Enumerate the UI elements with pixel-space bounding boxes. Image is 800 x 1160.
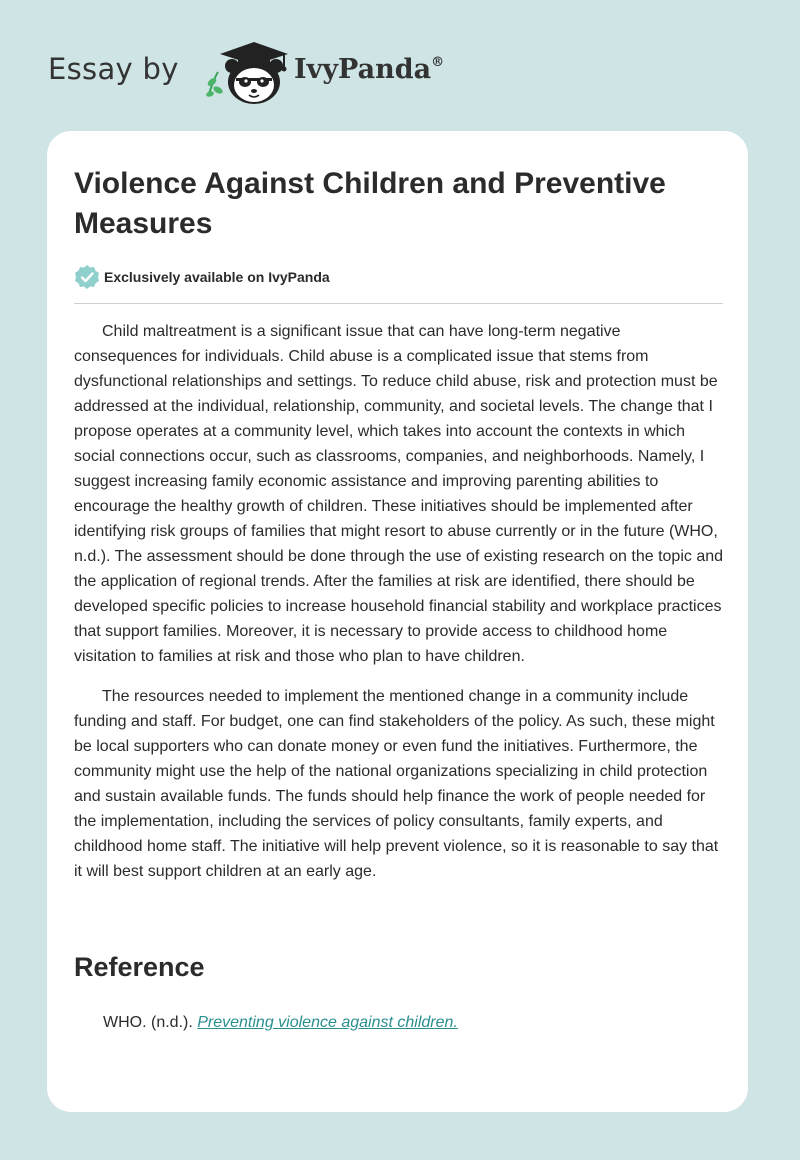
reference-entry [103, 1014, 458, 1032]
brand-header [48, 38, 508, 108]
badge-label: Exclusively available on IvyPanda [104, 269, 330, 285]
check-badge-icon [74, 264, 100, 290]
brand-prefix: Essay by [48, 52, 179, 86]
paragraph: Child maltreatment is a significant issue that can have long-term negative consequences for individuals. Child abuse is a complicated issue that stems from dysfunctional relationships and settings. To reduce child abuse, risk and protection must be addressed at the individual, relationship, community, and societal levels. The change that I propose operates at a community level, which takes into account the contexts in which social connections occur, such as classrooms, companies, and neighborhoods. Namely, I suggest increasing family economic assistance and improving parenting abilities to encourage the healthy growth of children. These initiatives should be implemented after identifying risk groups of families that might resort to abuse currently or in the future (WHO, n.d.). The assessment should be done through the use of existing research on the topic and the application of regional trends. After the families at risk are identified, there should be developed specific policies to increase household financial stability and workplace practices that support families. Moreover, it is necessary to provide access to childhood home visitation to families at risk and those who plan to have children. [74, 323, 724, 665]
panda-logo-icon[interactable] [202, 38, 292, 108]
essay-body [74, 319, 726, 899]
page-title: Violence Against Children and Preventive Measures [74, 167, 666, 240]
reference-link[interactable]: Preventing violence against children. [197, 1014, 458, 1031]
reference-author: WHO. (n.d.). [103, 1014, 198, 1031]
brand-name[interactable]: IvyPanda® [294, 54, 445, 85]
reference-heading: Reference [74, 952, 205, 982]
divider [74, 303, 723, 304]
paragraph: The resources needed to implement the mentioned change in a community include funding and staff. For budget, one can find stakeholders of the policy. As such, these might be local supporters who can donate money or even fund the initiatives. Furthermore, the community might use the help of the national organizations specializing in child protection and sustain available funds. The funds should help finance the work of people needed for the implementation, including the services of policy consultants, family experts, and childhood home staff. The initiative will help prevent violence, so it is reasonable to say that it will best support children at an early age. [74, 688, 719, 880]
essay-card [47, 131, 748, 1112]
